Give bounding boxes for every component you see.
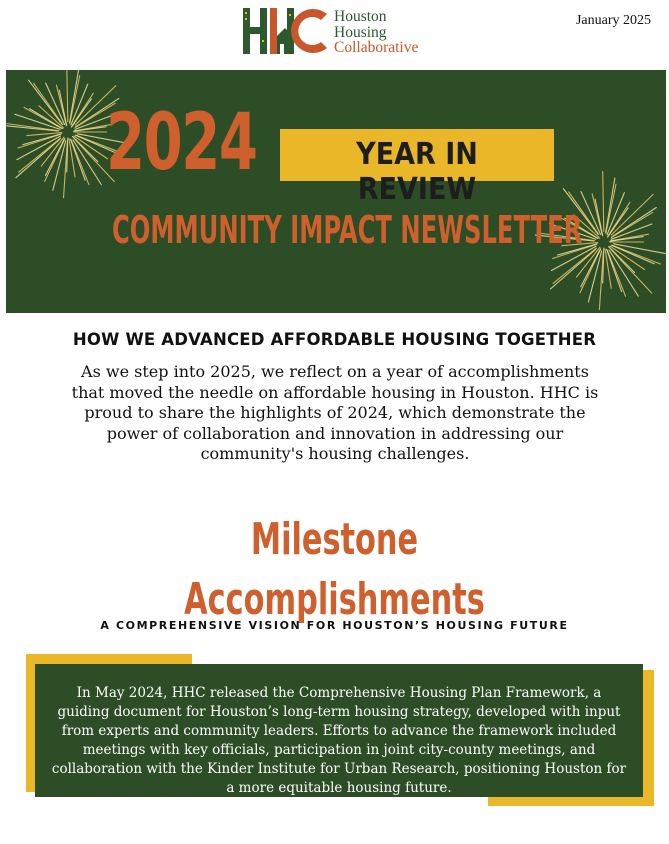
milestones-subheading: A COMPREHENSIVE VISION FOR HOUSTON’S HOUSING FUTURE — [100, 619, 569, 632]
firework-spark — [610, 237, 643, 242]
year-in-review-badge — [280, 129, 554, 207]
firework-spark — [611, 212, 652, 237]
firework-spark — [580, 250, 600, 293]
logo-line-housing: Housing — [334, 23, 387, 41]
hhc-logo — [243, 6, 433, 58]
callout-text: In May 2024, HHC released the Comprehensive Housing Plan Framework, a guiding document for Houston’s long-term housing strategy, developed with input from experts and community leaders. Efforts to advance the framework included meetings with key officials, participation in joint city-county meetings, and collaboration with the Kinder Institute for Urban Research, positioning Houston for a more equitable housing future. — [51, 685, 627, 796]
firework-spark — [603, 171, 604, 231]
firework-spark — [607, 250, 625, 296]
firework-spark — [71, 140, 89, 185]
firework-spark — [609, 250, 638, 296]
banner-subtitle: COMMUNITY IMPACT NEWSLETTER — [112, 208, 583, 252]
firework-spark — [611, 250, 652, 293]
issue-date: January 2025 — [575, 13, 651, 28]
milestones-title — [0, 510, 669, 630]
milestones-title-text: Milestone Accomplishments — [184, 514, 485, 625]
hhc-logo-mark — [243, 6, 329, 56]
firework-spark — [606, 178, 615, 232]
logo-wordmark — [334, 9, 418, 56]
banner-year: 2024 — [106, 98, 257, 188]
intro-body: As we step into 2025, we reflect on a year of accomplishments that moved the needle on affordable housing in Houston. HHC is proud to share the highlights of 2024, which demonstrate the power of collaboration and innovation in addressing our community's housing challenges. — [71, 362, 599, 463]
year-in-review-label: YEAR IN REVIEW — [356, 137, 478, 207]
firework-spark — [611, 194, 653, 234]
firework-spark — [73, 140, 101, 185]
housing-plan-callout — [35, 664, 643, 797]
hero-banner — [6, 70, 666, 313]
logo-line-collaborative: Collaborative — [334, 39, 419, 56]
firework-spark — [70, 70, 79, 123]
intro-heading: HOW WE ADVANCED AFFORDABLE HOUSING TOGETHER — [72, 330, 597, 349]
firework-spark — [45, 139, 65, 181]
firework-spark — [67, 70, 68, 122]
logo-line-houston: Houston — [334, 8, 387, 25]
firework-spark — [74, 127, 106, 131]
